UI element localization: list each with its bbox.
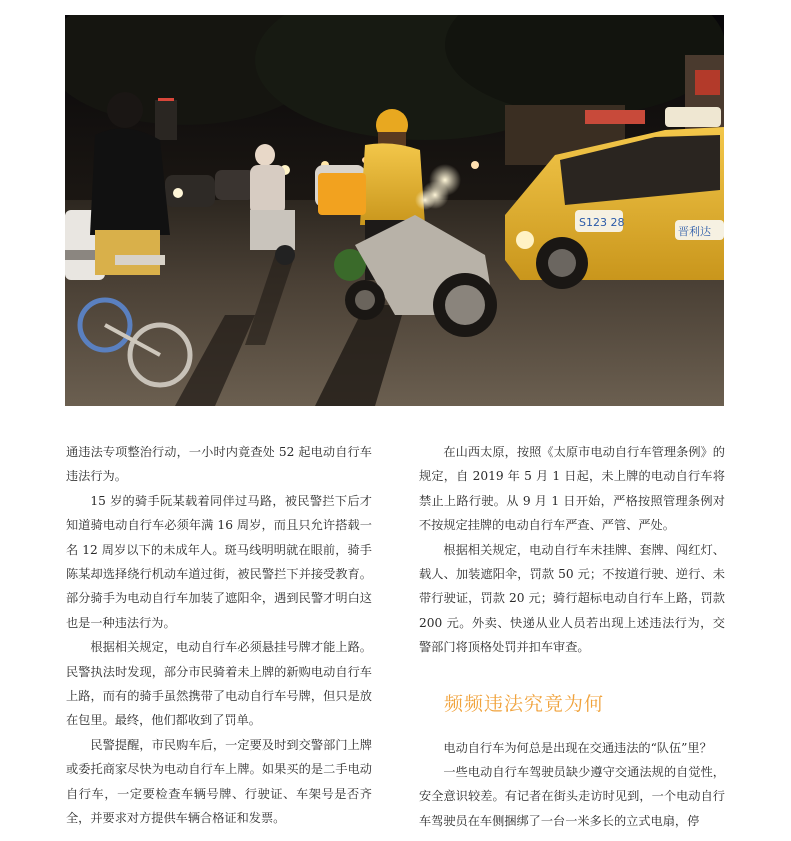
left-text-column	[66, 440, 372, 831]
taxi-logo-text: 晋利达	[678, 225, 711, 238]
right-paragraph-3: 电动自行车为何总是出现在交通违法的“队伍”里？	[443, 740, 712, 755]
left-paragraph-4: 民警提醒，市民购车后，一定要及时到交警部门上牌或委托商家尽快为电动自行车上牌。如果买的是二手电动自行车，一定要检查车辆号牌、行驶证、车架号是否齐全，并要求对方提供车辆合格证和发票。	[66, 737, 372, 826]
left-paragraph-2: 15 岁的骑手阮某载着同伴过马路，被民警拦下后才知道骑电动自行车必须年满 16 周岁，而且只允许搭载一名 12 周岁以下的未成年人。斑马线明明就在眼前，骑手陈某却选择绕行机动车道过街，被民警拦下并接受教育。部分骑手为电动自行车加装了遮阳伞，遇到民警才明白这也是一种违法行为。	[66, 493, 372, 630]
left-paragraph-3: 根据相关规定，电动自行车必须悬挂号牌才能上路。民警执法时发现，部分市民骑着未上牌的新购电动自行车上路，而有的骑手虽然携带了电动自行车号牌，但只是放在包里。最终，他们都收到了罚单。	[66, 640, 372, 728]
street-scene-photo	[65, 15, 724, 406]
right-paragraph-1: 在山西太原，按照《太原市电动自行车管理条例》的规定，自 2019 年 5 月 1 日起，未上牌的电动自行车将禁止上路行驶。从 9 月 1 日开始，严格按照管理条例对不按规定挂牌的电动自行车严查、严管、严处。	[419, 445, 725, 533]
right-text-column	[419, 440, 725, 833]
left-paragraph-1: 通违法专项整治行动，一小时内竟查处 52 起电动自行车违法行为。	[66, 445, 372, 484]
taxi-plate-text: S123 28	[579, 216, 625, 229]
right-paragraph-2: 根据相关规定，电动自行车未挂牌、套牌、闯红灯、载人、加装遮阳伞，罚款 50 元；不按道行驶、逆行、未带行驶证，罚款 20 元；骑行超标电动自行车上路，罚款 200 元。外卖、快递从业人员若出现上述违法行为，交警部门将顶格处罚并扣车审查。	[419, 542, 725, 655]
section-heading: 频频违法究竟为何	[444, 692, 605, 715]
news-photo	[65, 15, 724, 406]
right-paragraph-4: 一些电动自行车驾驶员缺少遵守交通法规的自觉性，安全意识较差。有记者在街头走访时见到，一个电动自行车驾驶员在车侧捆绑了一台一米多长的立式电扇，停	[419, 765, 725, 828]
